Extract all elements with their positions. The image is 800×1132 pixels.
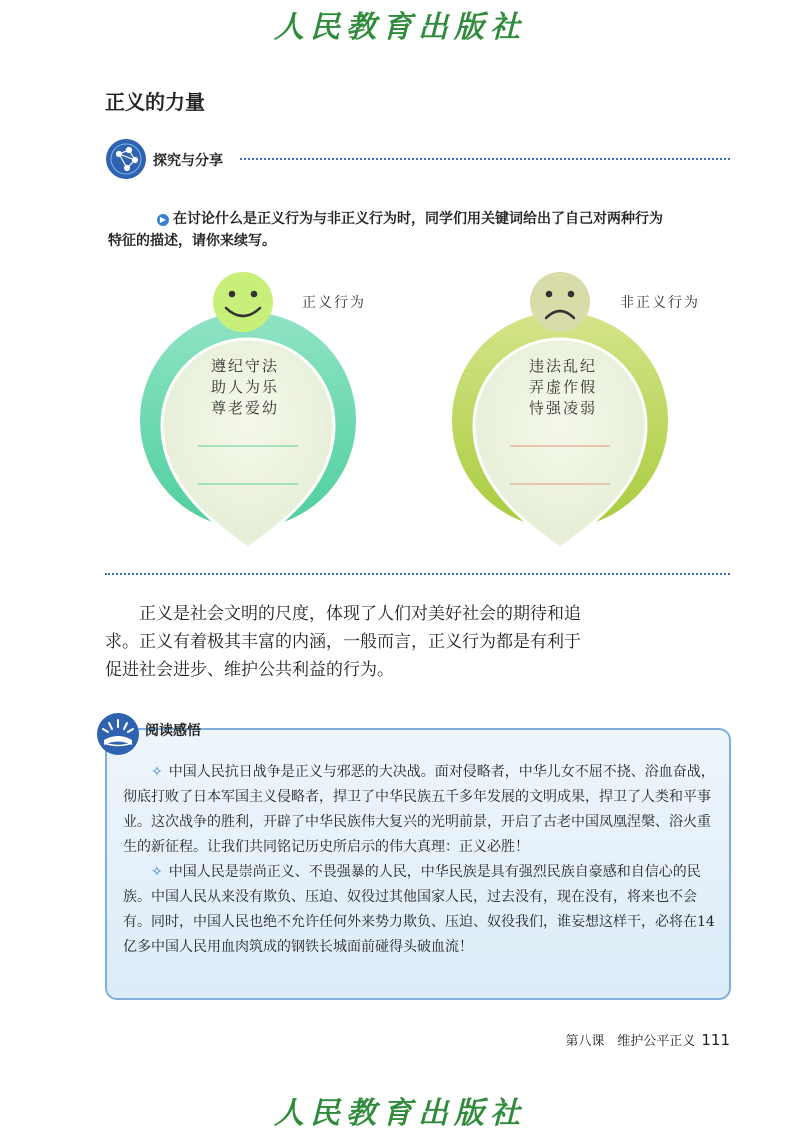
page-footer bbox=[565, 1030, 730, 1049]
body-paragraph: 正义是社会文明的尺度，体现了人们对美好社会的期待和追求。正义有着极其丰富的内涵，一般而言，正义行为都是有利于促进社会进步、维护公共利益的行为。 bbox=[105, 604, 581, 680]
just-caption: 正义行为 bbox=[302, 295, 366, 311]
chapter-title: 第八课 维护公平正义 bbox=[565, 1034, 696, 1049]
reading-paragraph-1 bbox=[123, 760, 715, 860]
unjust-caption: 非正义行为 bbox=[620, 295, 700, 311]
dotted-rule bbox=[240, 158, 730, 160]
sunrise-book-icon bbox=[96, 712, 140, 756]
reading-reflection-label: 阅读感悟 bbox=[145, 723, 201, 739]
just-keywords bbox=[175, 356, 315, 419]
justice-definition bbox=[105, 600, 585, 684]
explore-share-label: 探究与分享 bbox=[153, 153, 223, 169]
unjust-keyword: 违法乱纪 bbox=[528, 357, 597, 375]
page-number: 111 bbox=[701, 1031, 730, 1049]
unjust-drop bbox=[452, 312, 668, 548]
just-keyword: 尊老爱幼 bbox=[210, 399, 279, 417]
just-drop bbox=[140, 312, 356, 548]
section-title: 正义的力量 bbox=[105, 90, 205, 114]
publisher-footer: 人民教育出版社 bbox=[274, 1096, 526, 1131]
molecule-icon bbox=[105, 138, 147, 180]
reading-content bbox=[123, 760, 715, 960]
just-keyword: 遵纪守法 bbox=[210, 357, 279, 375]
diamond-bullet-icon: ✧ bbox=[151, 764, 163, 780]
diamond-bullet-icon: ✧ bbox=[151, 864, 163, 880]
section-divider bbox=[105, 573, 730, 575]
unjust-keyword: 恃强凌弱 bbox=[528, 399, 597, 417]
explore-prompt bbox=[105, 208, 730, 252]
prompt-line-1: 在讨论什么是正义行为与非正义行为时，同学们用关键词给出了自己对两种行为 bbox=[173, 211, 663, 227]
reading-paragraph-2 bbox=[123, 860, 715, 960]
unjust-keyword: 弄虚作假 bbox=[528, 378, 597, 396]
unjust-keywords bbox=[493, 356, 633, 419]
reading-text-1: 中国人民抗日战争是正义与邪恶的大决战。面对侵略者，中华儿女不屈不挠、浴血奋战，彻底打败了日本军国主义侵略者，捍卫了中华民族五千多年发展的文明成果，捍卫了人类和平事业。这次战争的胜利，开辟了中华民族伟大复兴的光明前景，开启了古老中国凤凰涅槃、浴火重生的新征程。让我们共同铭记历史所启示的伟大真理：正义必胜！ bbox=[123, 764, 715, 855]
just-keyword: 助人为乐 bbox=[210, 378, 279, 396]
play-arrow-icon: ▶ bbox=[157, 214, 169, 226]
smiley-face-icon bbox=[213, 272, 273, 332]
prompt-line-2: 特征的描述，请你来续写。 bbox=[108, 233, 276, 249]
reading-text-2: 中国人民是崇尚正义、不畏强暴的人民，中华民族是具有强烈民族自豪感和自信心的民族。中国人民从来没有欺负、压迫、奴役过其他国家人民，过去没有，现在没有，将来也不会有。同时，中国人民也绝不允许任何外来势力欺负、压迫、奴役我们，谁妄想这样干，必将在14亿多中国人民用血肉筑成的钢铁长城面前碰得头破血流！ bbox=[123, 864, 715, 955]
reading-reflection-box bbox=[105, 728, 731, 1000]
explore-share-header bbox=[105, 138, 730, 180]
sad-face-icon bbox=[530, 272, 590, 332]
publisher-header: 人民教育出版社 bbox=[274, 10, 526, 45]
